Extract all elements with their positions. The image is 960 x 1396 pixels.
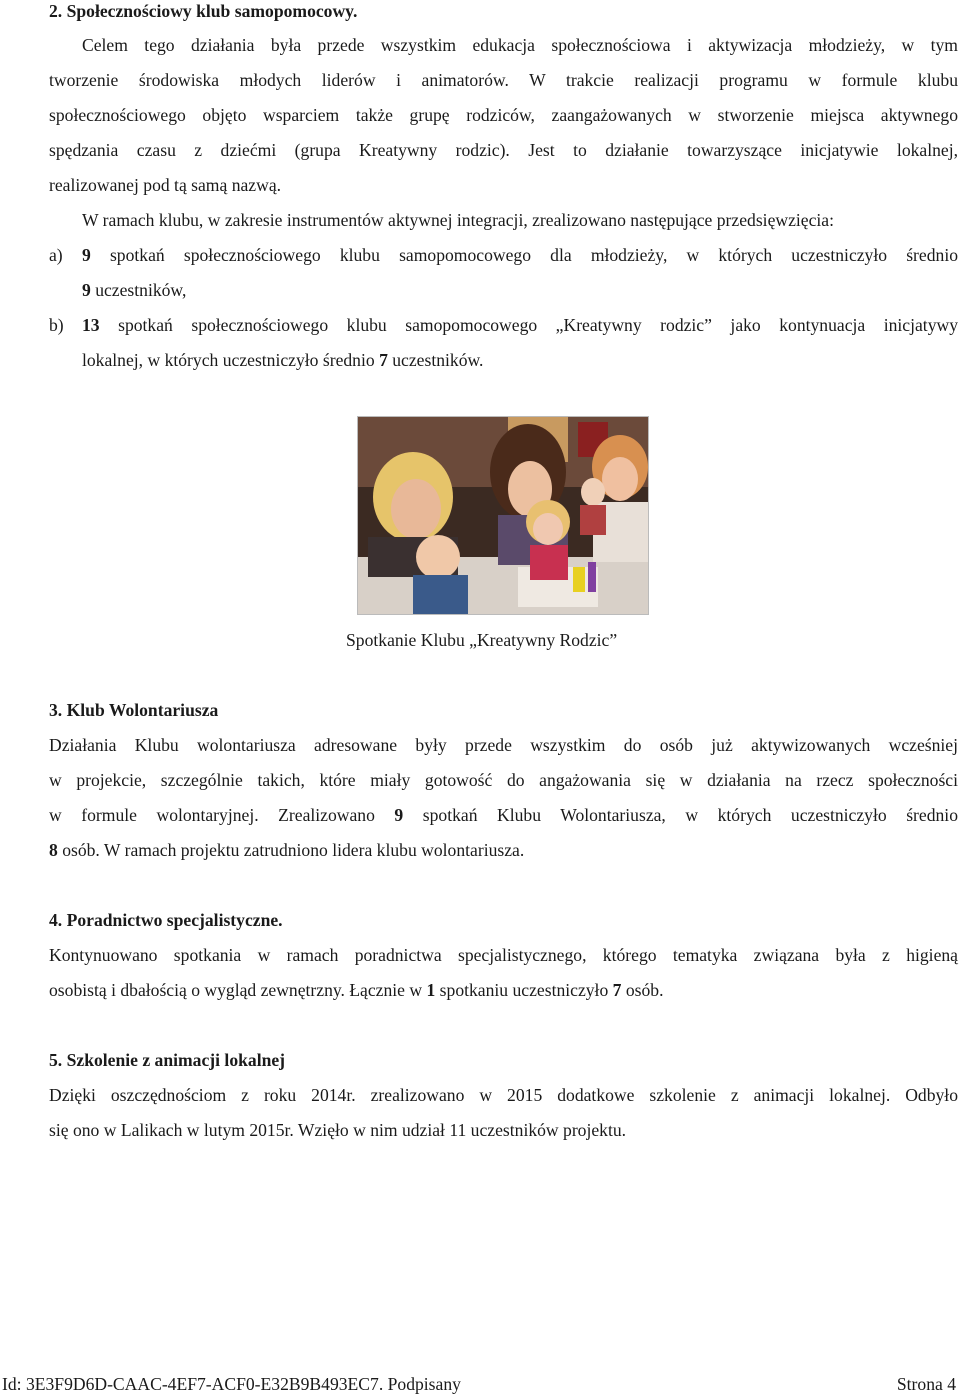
- paragraph-line: Kontynuowano spotkania w ramach poradnictwa specjalistycznego, którego tematyka związana była z higieną: [49, 945, 958, 965]
- paragraph-line: Dzięki oszczędnościom z roku 2014r. zrealizowano w 2015 dodatkowe szkolenie z animacji lokalnej. Odbyło: [49, 1085, 958, 1105]
- list-item-a-line: 9 spotkań społecznościowego klubu samopomocowego dla młodzieży, w których uczestniczyło średnio: [82, 245, 958, 265]
- paragraph-line: W ramach klubu, w zakresie instrumentów aktywnej integracji, zrealizowano następujące przedsięwzięcia:: [82, 210, 834, 230]
- paragraph-line: tworzenie środowiska młodych liderów i animatorów. W trakcie realizacji programu w formule klubu: [49, 70, 958, 90]
- footer-document-id: Id: 3E3F9D6D-CAAC-4EF7-ACF0-E32B9B493EC7. Podpisany: [2, 1374, 461, 1394]
- paragraph-line: realizowanej pod tą samą nazwą.: [49, 175, 282, 195]
- paragraph-line: Działania Klubu wolontariusza adresowane były przede wszystkim do osób już aktywizowanych wcześniej: [49, 735, 958, 755]
- footer-page-number: Strona 4: [896, 1374, 956, 1394]
- paragraph-line: społecznościowego objęto wsparciem także grupę rodziców, zaangażowanych w stworzenie miejsca aktywnego: [49, 105, 958, 125]
- list-marker-a: a): [49, 245, 63, 265]
- list-marker-b: b): [49, 315, 64, 335]
- list-item-b-line: 13 spotkań społecznościowego klubu samopomocowego „Kreatywny rodzic” jako kontynuacja inicjatywy: [82, 315, 958, 335]
- photo-caption: Spotkanie Klubu „Kreatywny Rodzic”: [346, 630, 618, 650]
- list-item-b-line: lokalnej, w których uczestniczyło średnio 7 uczestników.: [82, 350, 484, 370]
- section-2-heading: 2. Społecznościowy klub samopomocowy.: [49, 1, 358, 21]
- paragraph-line: się ono w Lalikach w lutym 2015r. Wzięło w nim udział 11 uczestników projektu.: [49, 1120, 627, 1140]
- paragraph-line: w projekcie, szczególnie takich, które miały gotowość do angażowania się w działania na rzecz społeczności: [49, 770, 958, 790]
- meeting-photo: [357, 416, 649, 615]
- section-3-heading: 3. Klub Wolontariusza: [49, 700, 219, 720]
- paragraph-line: 8 osób. W ramach projektu zatrudniono lidera klubu wolontariusza.: [49, 840, 525, 860]
- paragraph-line: w formule wolontaryjnej. Zrealizowano 9 spotkań Klubu Wolontariusza, w których uczestniczyło średnio: [49, 805, 958, 825]
- paragraph-line: osobistą i dbałością o wygląd zewnętrzny. Łącznie w 1 spotkaniu uczestniczyło 7 osób.: [49, 980, 664, 1000]
- section-5-heading: 5. Szkolenie z animacji lokalnej: [49, 1050, 286, 1070]
- paragraph-line: spędzania czasu z dziećmi (grupa Kreatywny rodzic). Jest to działanie towarzyszące inicjatywie lokalnej,: [49, 140, 958, 160]
- paragraph-line: Celem tego działania była przede wszystkim edukacja społecznościowa i aktywizacja młodzieży, w tym: [82, 35, 958, 55]
- section-4-heading: 4. Poradnictwo specjalistyczne.: [49, 910, 283, 930]
- list-item-a-line: 9 uczestników,: [82, 280, 187, 300]
